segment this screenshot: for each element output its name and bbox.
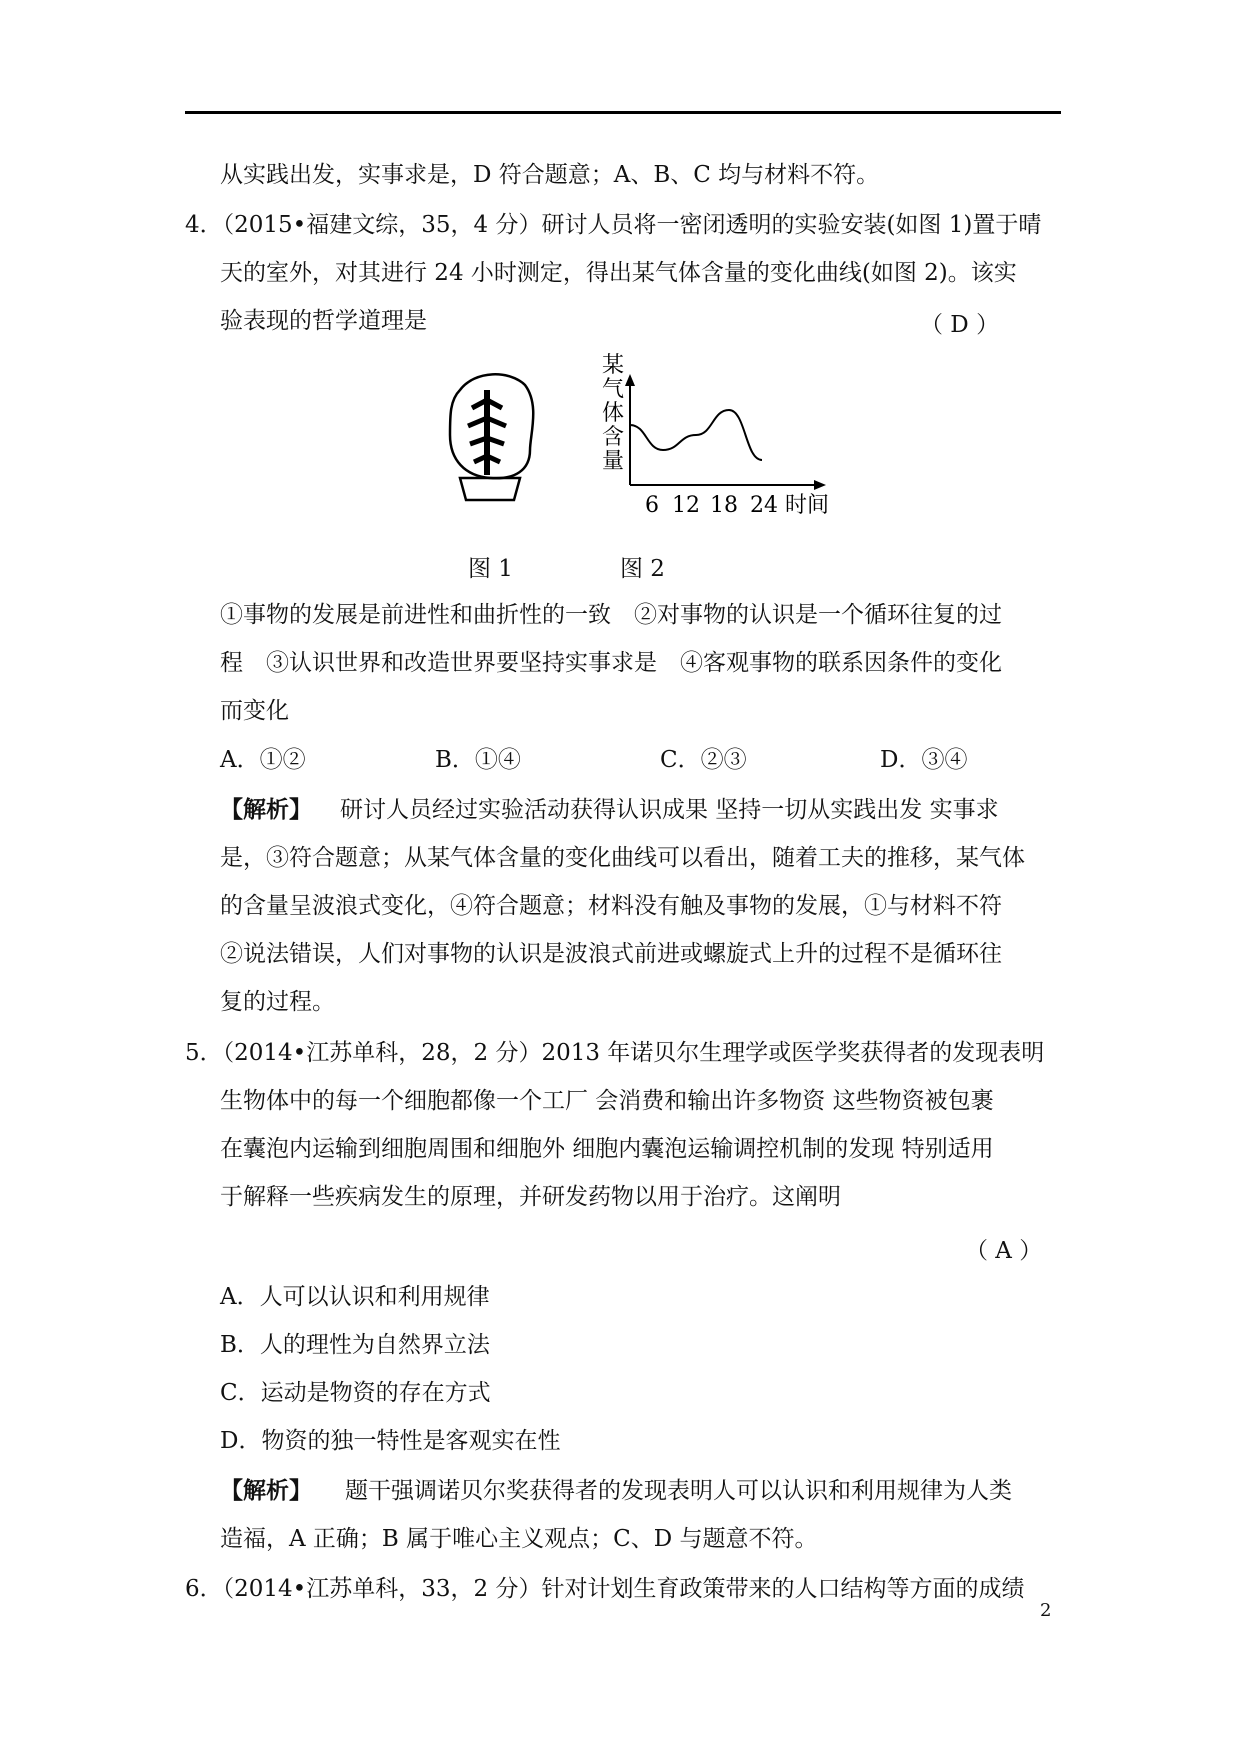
header-rule — [185, 111, 1061, 114]
statement-line-2: 程 ③认识世界和改造世界要坚持实事求是 ④客观事物的联系因条件的变化 — [220, 650, 1002, 676]
y-axis-label-char: 某 — [602, 353, 625, 378]
series-line — [630, 410, 762, 460]
analysis-label: 【解析】 — [220, 1477, 312, 1504]
analysis-line-2: 是，③符合题意；从某气体含量的变化曲线可以看出，随着工夫的推移，某气体 — [220, 845, 1025, 871]
question-5-answer: （ A ） — [965, 1238, 1043, 1264]
gas-curve-chart — [602, 353, 829, 518]
y-axis-label-char: 气 — [602, 377, 625, 402]
plant-apparatus-icon — [450, 374, 533, 500]
question-5-line-2: 生物体中的每一个细胞都像一个工厂 会消费和输出许多物资 这些物资被包裹 — [220, 1088, 994, 1114]
statement-line-1: ①事物的发展是前进性和曲折性的一致 ②对事物的认识是一个循环往复的过 — [220, 602, 1002, 628]
analysis-line-3: 的含量呈波浪式变化，④符合题意；材料没有触及事物的发展，①与材料不符 — [220, 893, 1002, 919]
option-d: D．③④ — [880, 747, 968, 773]
text-line: 从实践出发，实事求是，D 符合题意；A、B、C 均与材料不符。 — [220, 162, 880, 188]
question-5-line-1: 5．（2014•江苏单科，28，2 分）2013 年诺贝尔生理学或医学奖获得者的发现表明 — [185, 1040, 1045, 1066]
analysis-line-4: ②说法错误，人们对事物的认识是波浪式前进或螺旋式上升的过程不是循环往 — [220, 941, 1002, 967]
figure-1-caption: 图 1 — [468, 556, 513, 582]
question-5-line-4: 于解释一些疾病发生的原理，并研发药物以用于治疗。这阐明 — [220, 1184, 841, 1210]
x-tick-label: 6 — [645, 493, 659, 518]
y-axis-label-char: 含 — [602, 425, 625, 450]
analysis-line-5: 复的过程。 — [220, 989, 335, 1015]
figure-2-caption: 图 2 — [620, 556, 665, 582]
option-a: A．人可以认识和利用规律 — [220, 1284, 490, 1310]
option-d: D．物资的独一特性是客观实在性 — [220, 1428, 561, 1454]
option-b: B．人的理性为自然界立法 — [220, 1332, 490, 1358]
question-5-line-3: 在囊泡内运输到细胞周围和细胞外 细胞内囊泡运输调控机制的发现 特别适用 — [220, 1136, 994, 1162]
x-tick-label: 24 — [750, 493, 778, 518]
question-6-line-1: 6．（2014•江苏单科，33，2 分）针对计划生育政策带来的人口结构等方面的成绩 — [185, 1576, 1025, 1602]
y-axis-arrow — [625, 374, 635, 386]
option-a: A．①② — [220, 747, 306, 773]
x-tick-label: 12 — [672, 493, 700, 518]
option-c: C．运动是物资的存在方式 — [220, 1380, 491, 1406]
statement-line-3: 而变化 — [220, 698, 289, 724]
question-4-line-1: 4．（2015•福建文综，35，4 分）研讨人员将一密闭透明的实验安装(如图 1)置于晴 — [185, 212, 1042, 238]
y-axis-label-char: 体 — [602, 401, 625, 426]
page-number: 2 — [1040, 1600, 1052, 1621]
y-axis-label-char: 量 — [602, 449, 625, 474]
option-b: B．①④ — [435, 747, 521, 773]
option-c: C．②③ — [660, 747, 747, 773]
x-tick-label: 18 — [710, 493, 738, 518]
analysis-line-1: 研讨人员经过实验活动获得认识成果 坚持一切从实践出发 实事求 — [340, 797, 999, 823]
analysis-line-2: 造福，A 正确；B 属于唯心主义观点；C、D 与题意不符。 — [220, 1526, 818, 1552]
analysis-line-1: 题干强调诺贝尔奖获得者的发现表明人可以认识和利用规律为人类 — [345, 1478, 1012, 1504]
x-axis-arrow — [814, 480, 826, 490]
x-axis-label: 时间 — [785, 493, 830, 518]
analysis-label: 【解析】 — [220, 796, 312, 823]
question-4-line-3: 验表现的哲学道理是 — [220, 308, 427, 334]
figure-svg — [430, 353, 850, 520]
question-4-answer: （ D ） — [920, 312, 1000, 338]
figure-area — [430, 353, 850, 520]
question-4-line-2: 天的室外，对其进行 24 小时测定，得出某气体含量的变化曲线(如图 2)。该实 — [220, 260, 1017, 286]
